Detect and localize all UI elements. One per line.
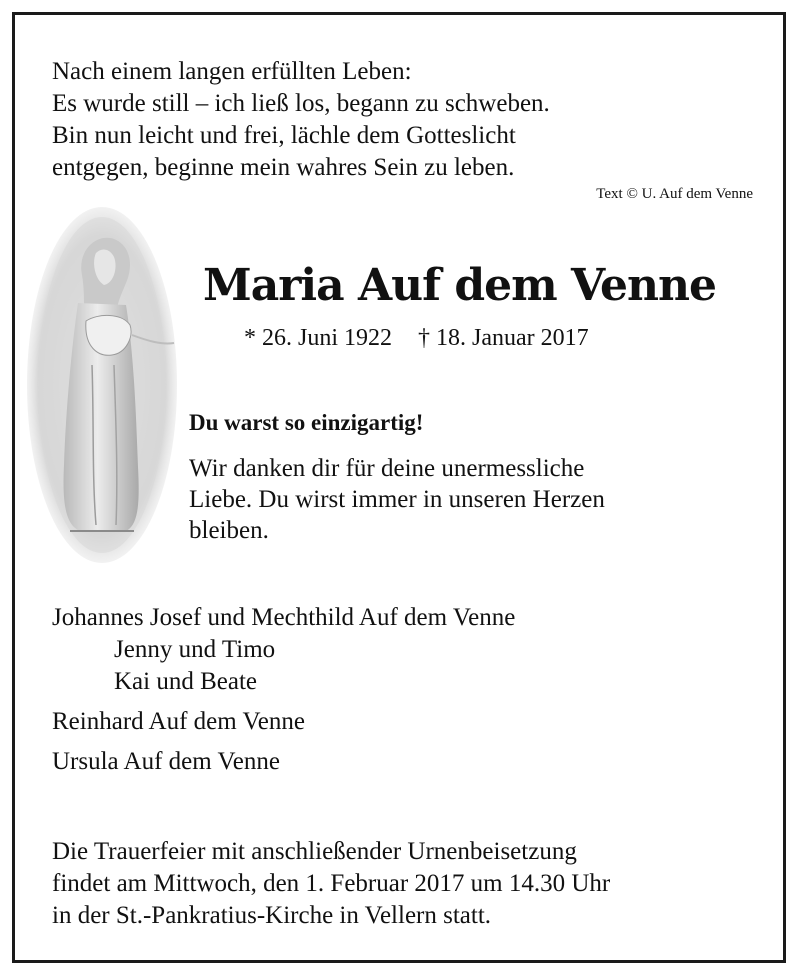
- deceased-name: Maria Auf dem Venne: [203, 260, 717, 311]
- message-line: Wir danken dir für deine unermessliche: [189, 455, 585, 482]
- birth-date: * 26. Juni 1922: [244, 325, 393, 351]
- message-line: Liebe. Du wirst immer in unseren Herzen: [189, 486, 605, 513]
- death-date: † 18. Januar 2017: [418, 325, 589, 351]
- poem-line: Nach einem langen erfüllten Leben:: [52, 58, 412, 85]
- life-dates: [244, 325, 589, 352]
- poem: [52, 56, 752, 184]
- poem-line: Bin nun leicht und frei, lächle dem Gotteslicht: [52, 122, 516, 149]
- service-line: Die Trauerfeier mit anschließender Urnenbeisetzung: [52, 838, 577, 865]
- madonna-relief-image: [22, 205, 182, 565]
- family-member: Reinhard Auf dem Venne: [52, 708, 305, 735]
- poem-line: entgegen, beginne mein wahres Sein zu leben.: [52, 154, 515, 181]
- family-main: Johannes Josef und Mechthild Auf dem Venne: [52, 604, 516, 631]
- service-line: in der St.-Pankratius-Kirche in Vellern statt.: [52, 902, 492, 929]
- family-member: Ursula Auf dem Venne: [52, 748, 280, 775]
- poem-line: Es wurde still – ich ließ los, begann zu schweben.: [52, 90, 550, 117]
- message-line: bleiben.: [189, 517, 269, 544]
- family-child: Jenny und Timo: [114, 636, 276, 663]
- message-headline: Du warst so einzigartig!: [189, 410, 424, 435]
- message-text: [189, 453, 759, 546]
- service-info: [52, 836, 762, 932]
- service-line: findet am Mittwoch, den 1. Februar 2017 um 14.30 Uhr: [52, 870, 611, 897]
- family-child: Kai und Beate: [114, 668, 258, 695]
- family-list: [52, 602, 752, 778]
- poem-credit: Text © U. Auf dem Venne: [596, 186, 753, 202]
